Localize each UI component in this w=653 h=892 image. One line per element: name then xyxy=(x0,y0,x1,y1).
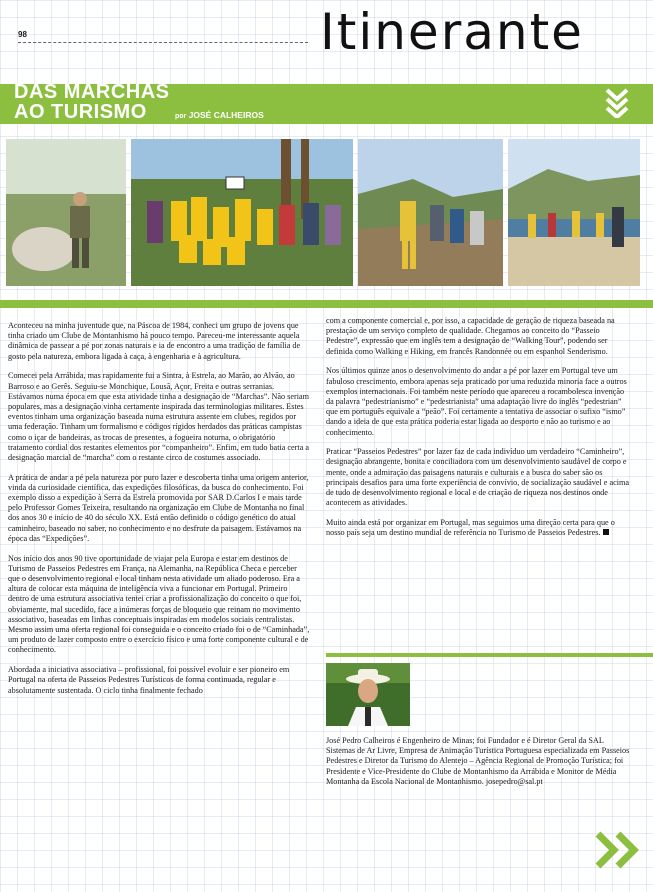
photo-strip-rule xyxy=(0,300,653,308)
paragraph: Comecei pela Arrábida, mas rapidamente fui a Sintra, à Estrela, ao Marão, ao Alvão, ao Barroso e ao Gerês. Seguiu-se Monchique, Lousã, Açor, Freita e outras serranias. Estávamos numa época em que esta atividade tinha a designação de “Marchas”. Não seriam populares, mas a designação vinha certamente inspirada das terminologias militares. Estes eventos tinham uma organização baseada numa estrutura assente em clubes, regidos por uma federação. Tinham um formalismo e códigos rígidos herdados das práticas campistas como o içar de bandeiras, as trocas de presentes, a fogueira noturna, o obrigatório tratamento cordial dos restantes elementos por “companheiro”. Enfim, em tudo batia certa a designação marcial de “marcha” com o restante circo de costumes associado. xyxy=(8,371,310,462)
article-title xyxy=(14,82,170,122)
byline-prefix: por xyxy=(175,113,187,120)
photo-1-hiker-on-rock xyxy=(6,139,126,286)
paragraph: Nos início dos anos 90 tive oportunidade de viajar pela Europa e estar em destinos de Turismo de Passeios Pedestres em França, na Alemanha, na República Checa e perceber que o desenvolvimento regional e local tinham nesta atividade um aliado poderoso. Era a altura de colocar esta máquina de inteligência viva a funcionar em Portugal. Primeiro dentro de uma estrutura associativa tentei criar a profissionalização do conceito o que foi, obviamente, mal sucedido, face a inúmeras forças de bloqueio que reinam no movimento associativo, baseadas em linhas conceptuais inspiradas em modelos sociais centralistas. Mesmo assim uma oferta regional foi conseguida e o conceito criado foi o de “Caminhada”, um produto de lazer composto entre o exercício físico e uma forte componente cultural e de conhecimento. xyxy=(8,553,310,655)
photo-4-beach-walk xyxy=(508,139,640,286)
paragraph: com a componente comercial e, por isso, a capacidade de geração de riqueza baseada na prestação de um serviço completo de qualidade. Chegamos ao conceito do “Passeio Pedestre”, expressão que em inglês tem a designação de “Walking Tour”, podendo ser definida como Walking e Hiking, em francês Randonnée ou em espanhol Senderismo. xyxy=(326,316,615,356)
magazine-masthead: Itinerante xyxy=(320,3,584,61)
chevron-right-icon xyxy=(594,831,640,869)
page-number: 98 xyxy=(18,30,27,39)
header-rule xyxy=(18,42,308,43)
bio-rule xyxy=(326,653,653,657)
last-paragraph xyxy=(326,518,632,538)
paragraph: Nos últimos quinze anos o desenvolvimento do andar a pé por lazer em Portugal teve um fabuloso crescimento, embora apenas seja praticado por uma reduzida minoria face a outros exemplos internacionais. Foi também neste período que apareceu a rocambolesca invenção da palavra “pedestrianismo” e “pedestrianista” uma adaptação livre do inglês “pedestrian” que em português equivale a “peão”. Foi certamente a tentativa de associar o sufixo “ismo” dando a ideia de que esta prática poderia estar ligada ao desporto e não ao turismo e ao conhecimento. xyxy=(326,366,627,437)
left-column xyxy=(8,321,310,705)
paragraph: Abordada a iniciativa associativa – profissional, foi possível evoluir e ser pioneiro em Portugal na oferta de Passeios Pedestres Turísticos de forma continuada, regular e absolutamente sustentada. O ciclo tinha finalmente fechado xyxy=(8,665,290,695)
byline-author: JOSÉ CALHEIROS xyxy=(188,110,264,120)
photo-3-hikers-on-cliff xyxy=(358,139,503,286)
article-title-line-1: DAS MARCHAS xyxy=(14,81,170,103)
article-title-line-2: AO TURISMO xyxy=(14,101,147,123)
byline xyxy=(175,110,264,120)
paragraph-text: Muito ainda está por organizar em Portugal, mas seguimos uma direção certa para que o nosso país seja um destino mundial de referência no Turismo de Passeios Pedestres. xyxy=(326,517,615,538)
paragraph: Praticar “Passeios Pedestres” por lazer faz de cada indivíduo um verdadeiro “Caminheiro”, designação abrangente, bonita e conciliadora com um desenvolvimento saudável de corpo e mente, onde a admiração das paisagens naturais e culturais e a busca do saber são os principais desafios para uma forte experiência de convívio, de socialização saudável e acima de tudo de desenvolvimento regional e local e de criação de riqueza nos destinos onde acontecem as atividades. xyxy=(326,447,630,508)
paragraph: Aconteceu na minha juventude que, na Páscoa de 1984, conheci um grupo de jovens que tinha criado um Clube de Montanhismo há pouco tempo. Pareceu-me interessante aquela dinâmica de passear a pé por zonas naturais e ia de encontro a uma tradição de família de gosto pela natureza, embora ligada à caça, à engenharia e à agricultura. xyxy=(8,321,301,361)
author-bio: José Pedro Calheiros é Engenheiro de Minas; foi Fundador e é Diretor Geral da SAL Sistemas de Ar Livre, Empresa de Animação Turística Portuguesa especializada em Passeios Pedestres e Diretor da Turismo do Alentejo – Agência Regional de Promoção Turística; foi Presidente e Vice-Presidente do Clube de Montanhismo da Arrábida e Monitor de Média Montanha da Escola Nacional de Montanhismo. josepedro@sal.pt xyxy=(326,736,630,786)
chevron-down-icon xyxy=(605,88,629,118)
paragraph: A prática de andar a pé pela natureza por puro lazer e descoberta tinha uma origem anterior, vinda da curiosidade científica, das expedições filosóficas, da busca do conhecimento. Foi exemplo disso a expedição à Serra da Estrela promovida por SAR D.Carlos I e mais tarde pelo Professor Gomes Teixeira, resultando na organização em Clube de Montanha no final dos anos 30 e início de 40 do século XX. Está então definido o código genético do atual caminheiro, baseado no saber, no conhecimento e no desfrute da paisagem. Estávamos na época das “Expedições”. xyxy=(8,472,309,543)
end-of-article-icon xyxy=(603,529,609,535)
right-column xyxy=(326,316,632,548)
photo-2-group-in-yellow xyxy=(131,139,353,286)
author-photo xyxy=(326,663,410,726)
